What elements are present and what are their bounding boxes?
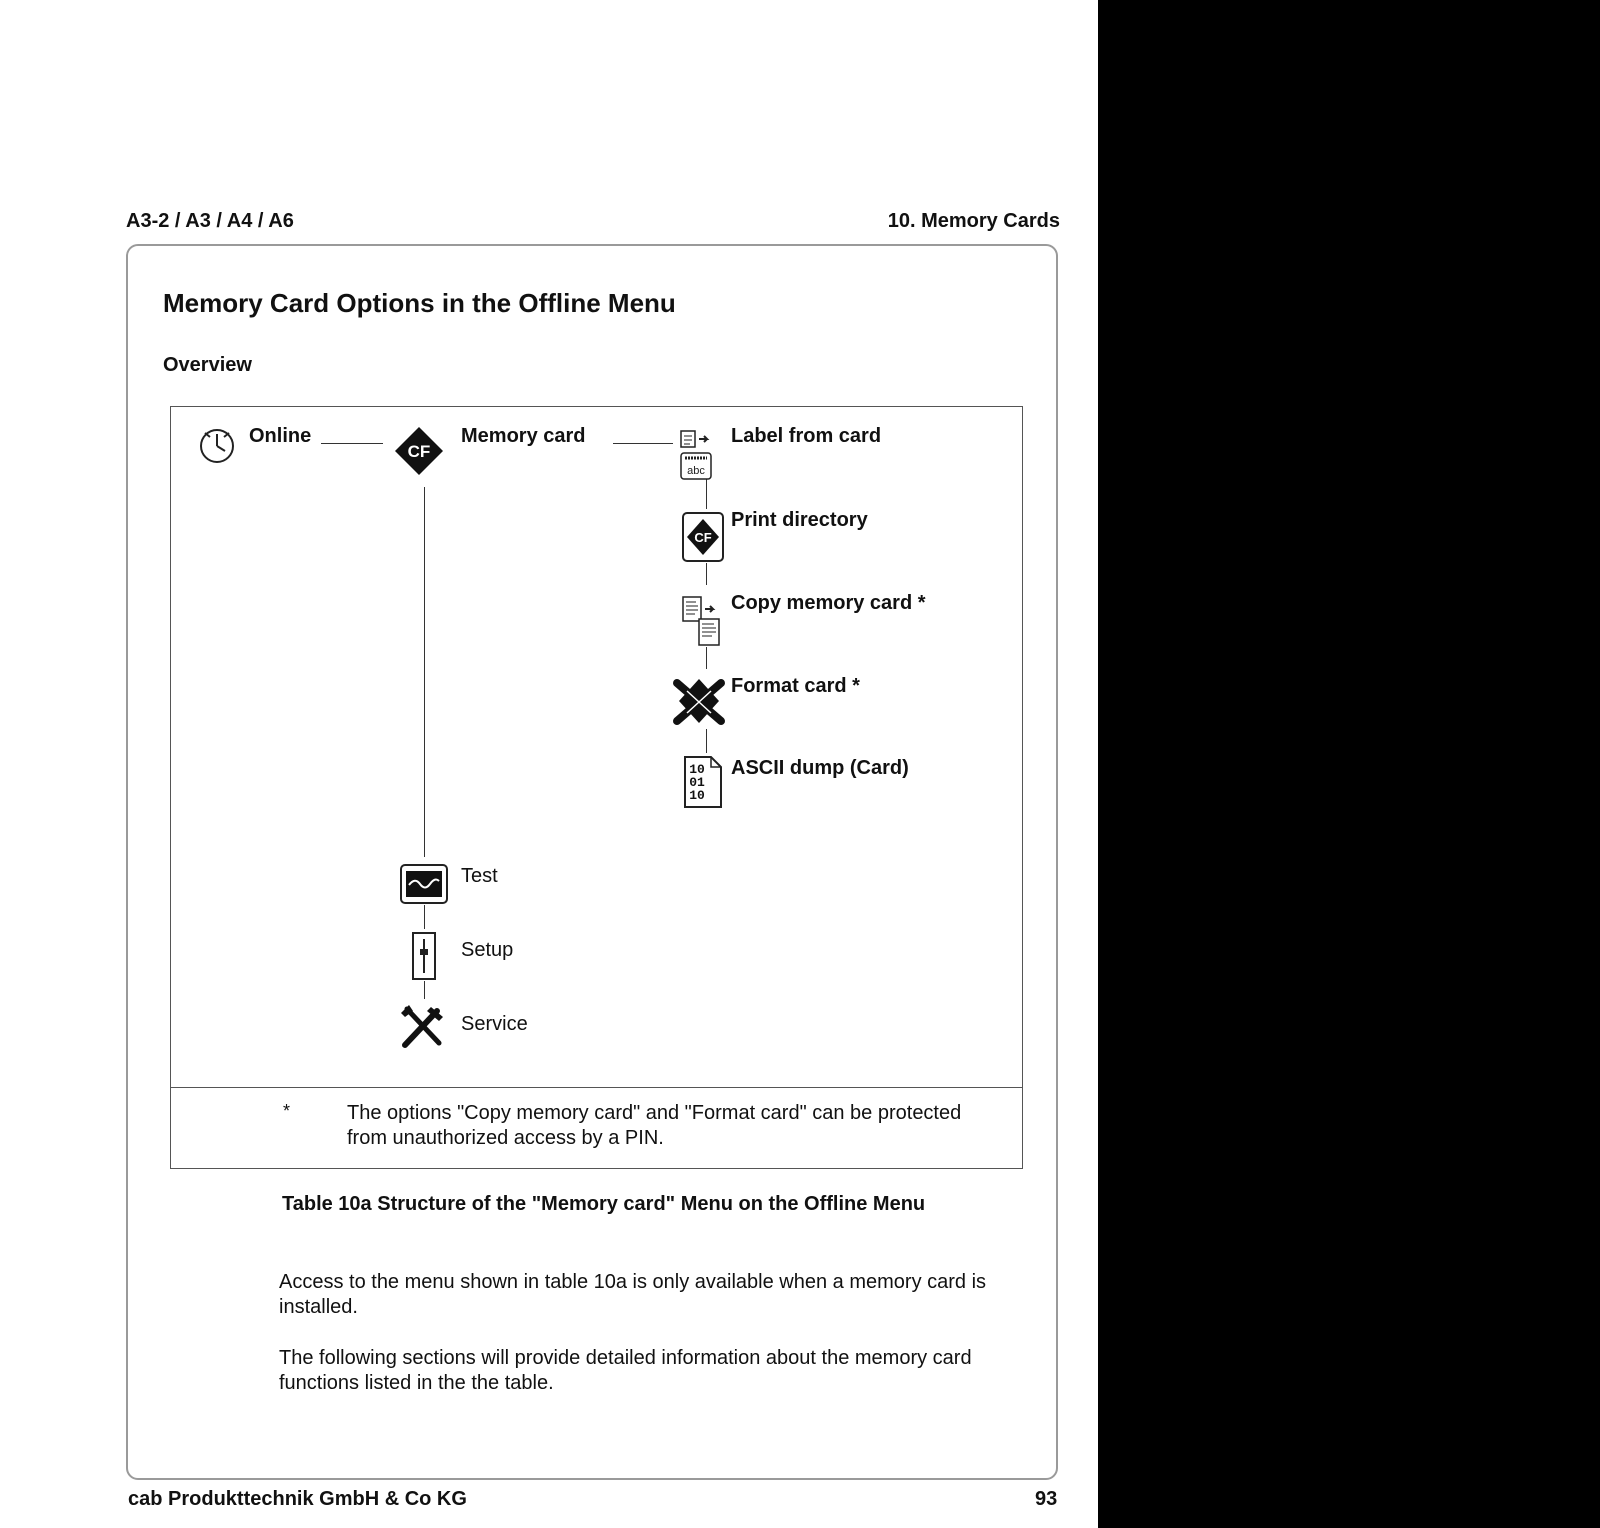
svg-text:CF: CF <box>407 442 431 461</box>
table-caption: Table 10a Structure of the "Memory card" Menu on the Offline Menu <box>282 1193 926 1215</box>
cf-card-icon <box>393 425 445 477</box>
label-from-card-icon <box>677 429 717 483</box>
header-model: A3-2 / A3 / A4 / A6 <box>126 210 294 232</box>
footnote-text: The options "Copy memory card" and "Format card" can be protected from unauthorized access by a PIN. <box>347 1102 962 1149</box>
submenu-item-format-card: Format card * <box>731 675 860 697</box>
page-title: Memory Card Options in the Offline Menu <box>163 288 676 318</box>
menu-item-setup: Setup <box>461 939 514 961</box>
connector-sub-4 <box>706 729 707 753</box>
svg-text:01: 01 <box>689 775 705 790</box>
menu-structure-diagram <box>170 406 1023 1088</box>
page-number: 93 <box>1035 1488 1058 1510</box>
connector-setup-service <box>424 981 425 999</box>
footer-company: cab Produkttechnik GmbH & Co KG <box>128 1488 467 1510</box>
paragraph-following: The following sections will provide detailed information about the memory card functions listed in the the table. <box>279 1347 972 1394</box>
menu-item-service: Service <box>461 1013 528 1035</box>
svg-text:10: 10 <box>689 762 705 777</box>
menu-item-test: Test <box>461 865 498 887</box>
svg-text:10: 10 <box>689 788 705 803</box>
format-card-icon <box>671 675 727 727</box>
ascii-dump-icon <box>683 755 723 809</box>
svg-text:abc: abc <box>687 465 705 477</box>
submenu-item-copy-memory-card: Copy memory card * <box>731 592 926 614</box>
service-tools-icon <box>397 1003 447 1051</box>
svg-text:CF: CF <box>694 530 712 545</box>
submenu-item-label: Label from card <box>731 425 882 447</box>
print-directory-icon <box>681 511 727 563</box>
connector-online-memory <box>321 443 383 444</box>
submenu-item-ascii-dump: ASCII dump (Card) <box>731 757 909 779</box>
test-monitor-icon <box>399 863 449 905</box>
connector-sub-3 <box>706 647 707 669</box>
paragraph-access: Access to the menu shown in table 10a is only available when a memory card is installed. <box>279 1271 987 1318</box>
footnote-marker: * <box>283 1101 291 1121</box>
connector-sub-2 <box>706 563 707 585</box>
setup-slider-icon <box>411 931 437 981</box>
clock-icon <box>197 425 237 465</box>
menu-item-memory-card: Memory card <box>461 425 586 447</box>
footnote-box <box>170 1087 1023 1169</box>
connector-memory-test <box>424 487 425 857</box>
section-heading: Overview <box>163 354 252 376</box>
connector-test-setup <box>424 905 425 929</box>
menu-item-online: Online <box>249 425 312 447</box>
connector-sub-1 <box>706 479 707 509</box>
header-chapter: 10. Memory Cards <box>887 210 1060 232</box>
black-margin <box>1098 0 1600 1528</box>
connector-memory-submenu <box>613 443 673 444</box>
copy-memory-card-icon <box>681 595 725 647</box>
submenu-item-print-directory: Print directory <box>731 509 868 531</box>
